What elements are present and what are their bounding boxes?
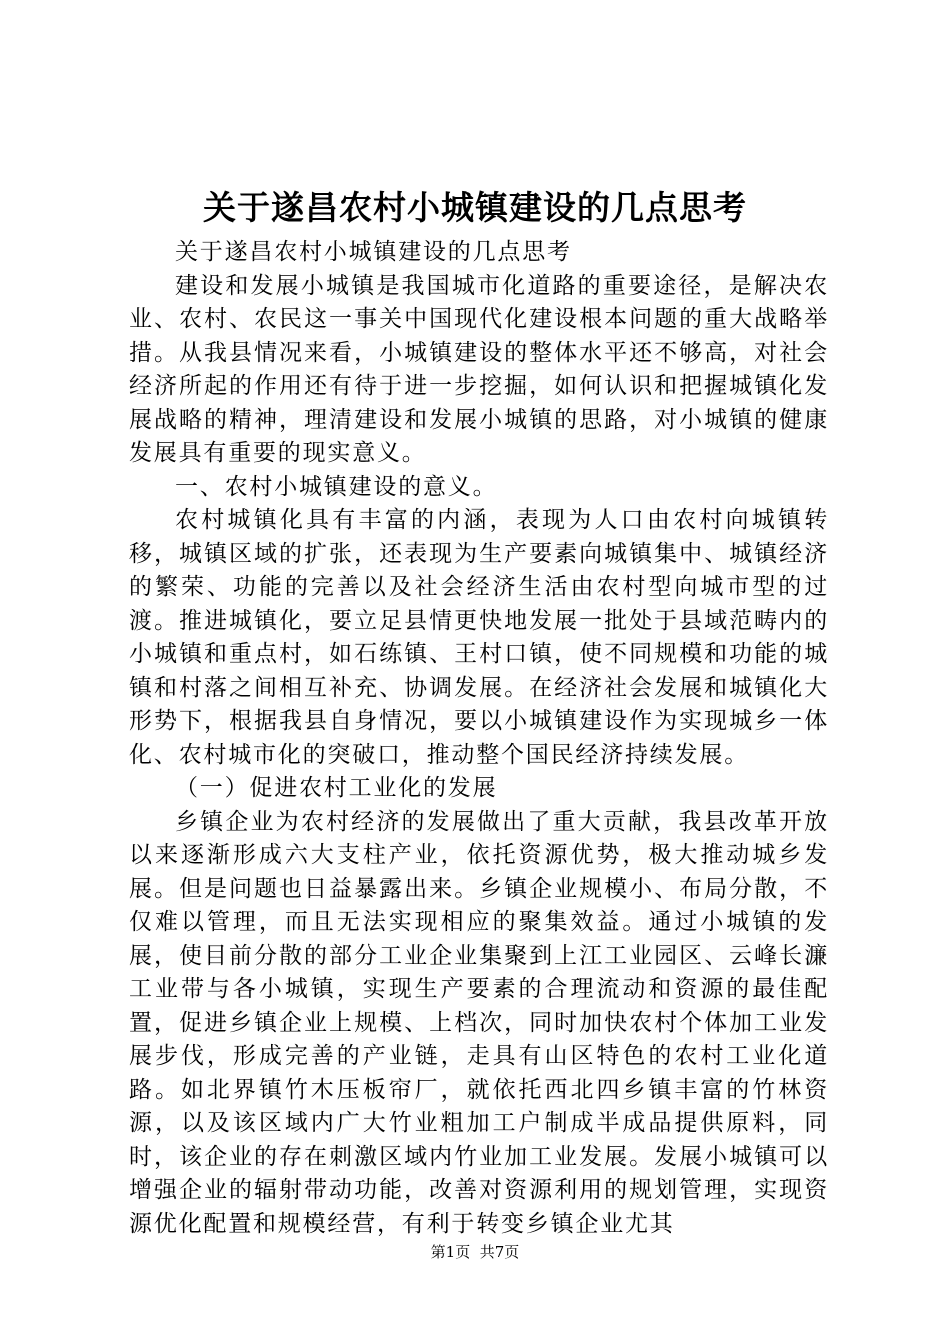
subsection-heading-1: （一）促进农村工业化的发展 xyxy=(175,775,498,801)
document-body xyxy=(129,236,829,1241)
document-title: 关于遂昌农村小城镇建设的几点思考 xyxy=(203,188,747,227)
paragraph-intro: 建设和发展小城镇是我国城市化道路的重要途径，是解决农业、农村、农民这一事关中国现代化建设根本问题的重大战略举措。从我县情况来看，小城镇建设的整体水平还不够高，对社会经济所起的作用还有待于进一步挖掘，如何认识和把握城镇化发展战略的精神，理清建设和发展小城镇的思路，对小城镇的健康发展具有重要的现实意义。 xyxy=(129,272,829,466)
page-number: 第1页 xyxy=(430,1243,471,1261)
paragraph-significance: 农村城镇化具有丰富的内涵，表现为人口由农村向城镇转移，城镇区域的扩张，还表现为生产要素向城镇集中、城镇经济的繁荣、功能的完善以及社会经济生活由农村型向城市型的过渡。推进城镇化，要立足县情更快地发展一批处于县域范畴内的小城镇和重点村，如石练镇、王村口镇，使不同规模和功能的城镇和村落之间相互补充、协调发展。在经济社会发展和城镇化大形势下，根据我县自身情况，要以小城镇建设作为实现城乡一体化、农村城市化的突破口，推动整个国民经济持续发展。 xyxy=(129,507,829,768)
page-total: 共7页 xyxy=(479,1243,520,1261)
paragraph-subtitle: 关于遂昌农村小城镇建设的几点思考 xyxy=(175,239,572,265)
paragraph-industrialization: 乡镇企业为农村经济的发展做出了重大贡献，我县改革开放以来逐渐形成六大支柱产业，依托资源优势，极大推动城乡发展。但是问题也日益暴露出来。乡镇企业规模小、布局分散，不仅难以管理，而且无法实现相应的聚集效益。通过小城镇的发展，使目前分散的部分工业企业集聚到上江工业园区、云峰长濂工业带与各小城镇，实现生产要素的合理流动和资源的最佳配置，促进乡镇企业上规模、上档次，同时加快农村个体加工业发展步伐，形成完善的产业链，走具有山区特色的农村工业化道路。如北界镇竹木压板帘厂，就依托西北四乡镇丰富的竹林资源，以及该区域内广大竹业粗加工户制成半成品提供原料，同时，该企业的存在刺激区域内竹业加工业发展。发展小城镇可以增强企业的辐射带动功能，改善对资源利用的规划管理，实现资源优化配置和规模经营，有利于转变乡镇企业尤其 xyxy=(129,808,829,1237)
section-heading-1: 一、农村小城镇建设的意义。 xyxy=(175,473,498,500)
page-footer xyxy=(0,1242,950,1262)
